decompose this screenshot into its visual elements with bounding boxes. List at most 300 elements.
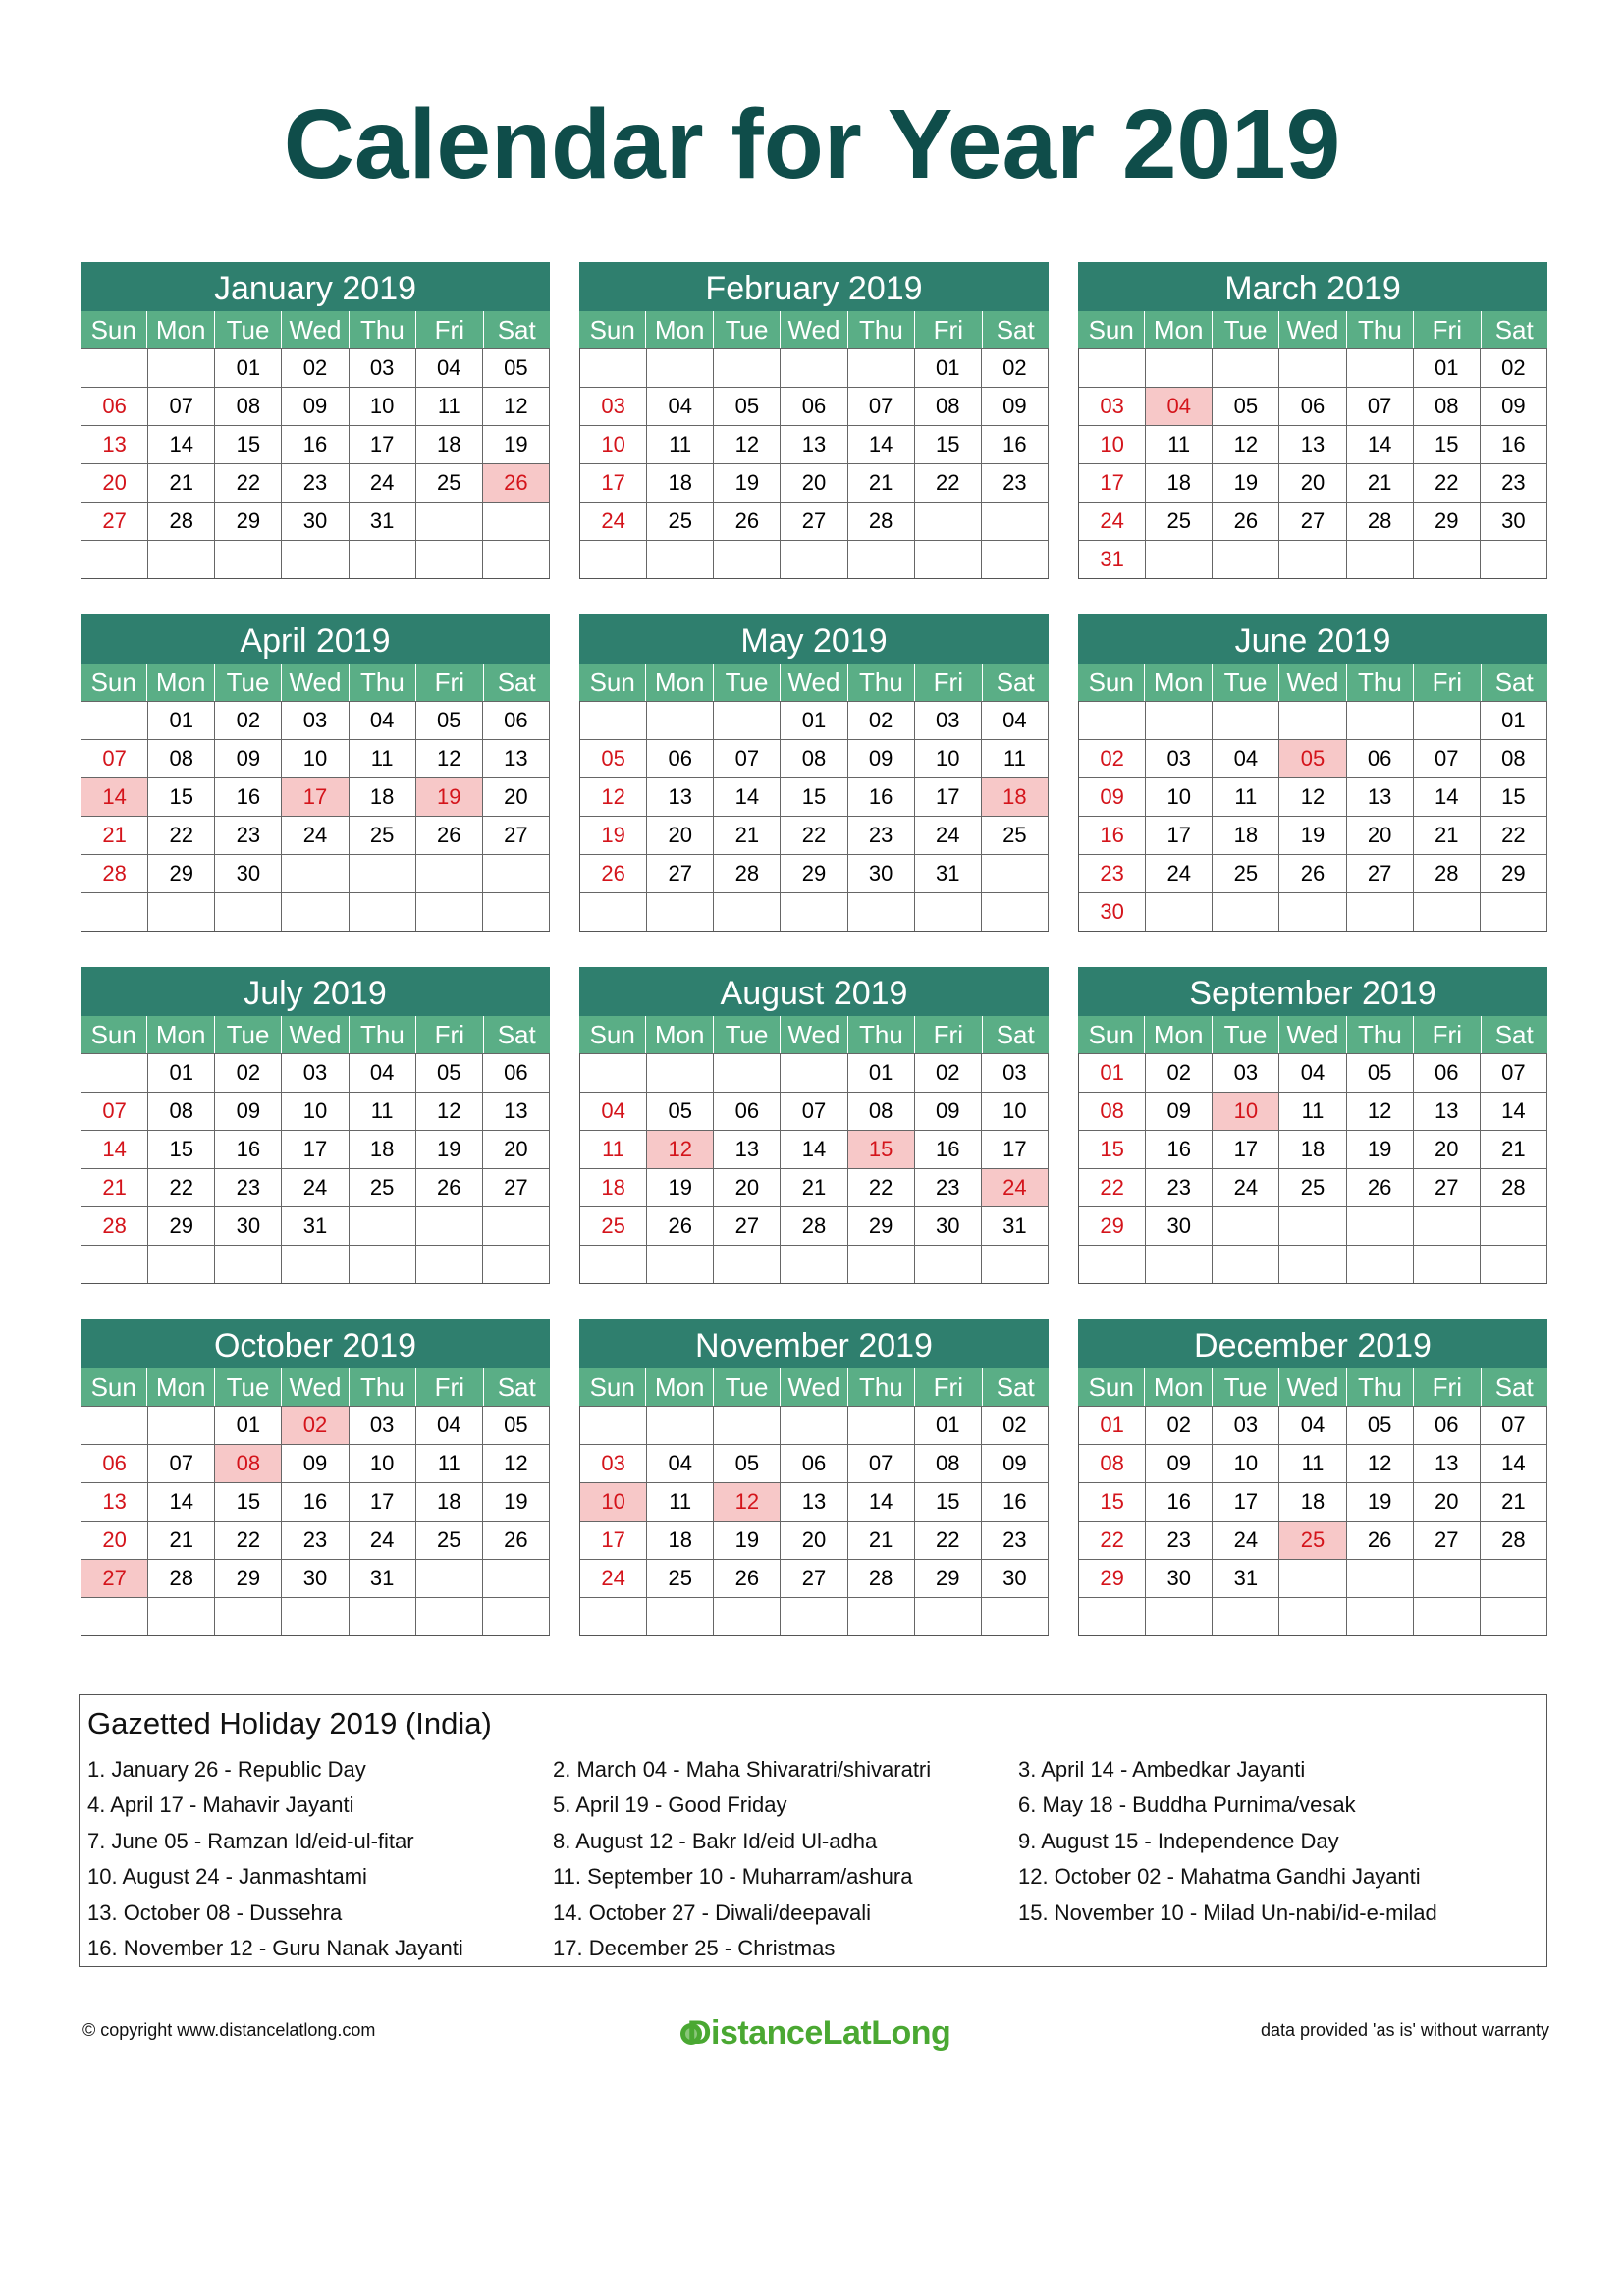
- day-cell[interactable]: 23: [915, 1169, 982, 1206]
- day-cell[interactable]: 20: [1279, 464, 1346, 502]
- day-cell[interactable]: [1347, 1560, 1414, 1597]
- day-cell[interactable]: [915, 503, 982, 540]
- day-cell[interactable]: 17: [915, 778, 982, 816]
- day-cell[interactable]: 17: [350, 426, 416, 463]
- day-cell[interactable]: 16: [282, 1483, 349, 1521]
- day-cell[interactable]: 13: [647, 778, 714, 816]
- day-cell[interactable]: 02: [215, 1054, 282, 1092]
- day-cell[interactable]: 02: [1146, 1054, 1213, 1092]
- day-cell[interactable]: 20: [714, 1169, 781, 1206]
- day-cell[interactable]: [982, 893, 1049, 931]
- day-cell[interactable]: 05: [1279, 740, 1346, 777]
- day-cell[interactable]: 07: [781, 1093, 847, 1130]
- day-cell[interactable]: [1079, 1246, 1146, 1283]
- day-cell[interactable]: 17: [1213, 1483, 1279, 1521]
- day-cell[interactable]: 31: [350, 1560, 416, 1597]
- day-cell[interactable]: 23: [1146, 1169, 1213, 1206]
- day-cell[interactable]: 28: [714, 855, 781, 892]
- day-cell[interactable]: 21: [714, 817, 781, 854]
- day-cell[interactable]: [81, 893, 148, 931]
- day-cell[interactable]: 08: [215, 388, 282, 425]
- day-cell[interactable]: 16: [1146, 1483, 1213, 1521]
- day-cell[interactable]: 24: [1146, 855, 1213, 892]
- day-cell[interactable]: 02: [982, 1407, 1049, 1444]
- day-cell[interactable]: 04: [647, 1445, 714, 1482]
- day-cell[interactable]: [148, 541, 215, 578]
- day-cell[interactable]: [483, 893, 550, 931]
- day-cell[interactable]: 18: [416, 426, 483, 463]
- day-cell[interactable]: 12: [1347, 1445, 1414, 1482]
- day-cell[interactable]: 14: [148, 426, 215, 463]
- day-cell[interactable]: 01: [1079, 1407, 1146, 1444]
- day-cell[interactable]: 27: [483, 817, 550, 854]
- day-cell[interactable]: 04: [350, 702, 416, 739]
- day-cell[interactable]: 28: [148, 503, 215, 540]
- day-cell[interactable]: 01: [215, 1407, 282, 1444]
- day-cell[interactable]: 24: [1079, 503, 1146, 540]
- day-cell[interactable]: 03: [1146, 740, 1213, 777]
- day-cell[interactable]: 31: [915, 855, 982, 892]
- day-cell[interactable]: 01: [148, 1054, 215, 1092]
- day-cell[interactable]: 12: [714, 426, 781, 463]
- day-cell[interactable]: 17: [580, 464, 647, 502]
- day-cell[interactable]: [580, 702, 647, 739]
- day-cell[interactable]: 28: [1347, 503, 1414, 540]
- day-cell[interactable]: 09: [1146, 1093, 1213, 1130]
- day-cell[interactable]: [416, 541, 483, 578]
- day-cell[interactable]: 24: [982, 1169, 1049, 1206]
- day-cell[interactable]: [647, 1054, 714, 1092]
- day-cell[interactable]: 05: [483, 349, 550, 387]
- day-cell[interactable]: 12: [416, 1093, 483, 1130]
- day-cell[interactable]: 25: [647, 503, 714, 540]
- day-cell[interactable]: [647, 1407, 714, 1444]
- day-cell[interactable]: 25: [647, 1560, 714, 1597]
- day-cell[interactable]: [580, 349, 647, 387]
- day-cell[interactable]: 23: [848, 817, 915, 854]
- day-cell[interactable]: [282, 1598, 349, 1635]
- day-cell[interactable]: 07: [81, 1093, 148, 1130]
- day-cell[interactable]: 17: [982, 1131, 1049, 1168]
- day-cell[interactable]: [1279, 541, 1346, 578]
- day-cell[interactable]: 06: [781, 388, 847, 425]
- day-cell[interactable]: 25: [350, 817, 416, 854]
- day-cell[interactable]: [1279, 349, 1346, 387]
- day-cell[interactable]: 08: [1481, 740, 1547, 777]
- day-cell[interactable]: 15: [1079, 1483, 1146, 1521]
- day-cell[interactable]: 15: [1079, 1131, 1146, 1168]
- day-cell[interactable]: [483, 1560, 550, 1597]
- day-cell[interactable]: 07: [1347, 388, 1414, 425]
- day-cell[interactable]: 30: [282, 503, 349, 540]
- day-cell[interactable]: 10: [915, 740, 982, 777]
- day-cell[interactable]: 13: [81, 426, 148, 463]
- day-cell[interactable]: 09: [282, 1445, 349, 1482]
- day-cell[interactable]: 10: [580, 426, 647, 463]
- day-cell[interactable]: 30: [848, 855, 915, 892]
- day-cell[interactable]: 03: [350, 1407, 416, 1444]
- day-cell[interactable]: 28: [81, 855, 148, 892]
- day-cell[interactable]: 23: [982, 464, 1049, 502]
- day-cell[interactable]: 21: [81, 1169, 148, 1206]
- day-cell[interactable]: 08: [848, 1093, 915, 1130]
- day-cell[interactable]: 20: [781, 1522, 847, 1559]
- day-cell[interactable]: [416, 893, 483, 931]
- day-cell[interactable]: 24: [580, 503, 647, 540]
- day-cell[interactable]: 19: [1279, 817, 1346, 854]
- day-cell[interactable]: 01: [1079, 1054, 1146, 1092]
- day-cell[interactable]: 08: [1414, 388, 1481, 425]
- day-cell[interactable]: [416, 1598, 483, 1635]
- day-cell[interactable]: 19: [1347, 1131, 1414, 1168]
- day-cell[interactable]: 03: [1079, 388, 1146, 425]
- day-cell[interactable]: 09: [282, 388, 349, 425]
- day-cell[interactable]: 03: [580, 1445, 647, 1482]
- day-cell[interactable]: 07: [1414, 740, 1481, 777]
- day-cell[interactable]: 03: [1213, 1054, 1279, 1092]
- day-cell[interactable]: 13: [1347, 778, 1414, 816]
- day-cell[interactable]: 25: [1279, 1169, 1346, 1206]
- day-cell[interactable]: [81, 1246, 148, 1283]
- day-cell[interactable]: 04: [350, 1054, 416, 1092]
- day-cell[interactable]: 07: [81, 740, 148, 777]
- day-cell[interactable]: 12: [580, 778, 647, 816]
- day-cell[interactable]: 28: [848, 1560, 915, 1597]
- day-cell[interactable]: [1279, 702, 1346, 739]
- day-cell[interactable]: 07: [1481, 1054, 1547, 1092]
- day-cell[interactable]: 05: [580, 740, 647, 777]
- day-cell[interactable]: [416, 855, 483, 892]
- day-cell[interactable]: 12: [1347, 1093, 1414, 1130]
- day-cell[interactable]: 08: [215, 1445, 282, 1482]
- day-cell[interactable]: 07: [848, 388, 915, 425]
- day-cell[interactable]: 06: [1347, 740, 1414, 777]
- day-cell[interactable]: [714, 1054, 781, 1092]
- day-cell[interactable]: [1414, 1207, 1481, 1245]
- day-cell[interactable]: [1146, 1598, 1213, 1635]
- day-cell[interactable]: [714, 893, 781, 931]
- day-cell[interactable]: 19: [483, 1483, 550, 1521]
- day-cell[interactable]: [81, 1598, 148, 1635]
- day-cell[interactable]: 29: [148, 855, 215, 892]
- day-cell[interactable]: [81, 349, 148, 387]
- day-cell[interactable]: 09: [982, 1445, 1049, 1482]
- day-cell[interactable]: 02: [1146, 1407, 1213, 1444]
- day-cell[interactable]: 02: [215, 702, 282, 739]
- day-cell[interactable]: 03: [982, 1054, 1049, 1092]
- day-cell[interactable]: [1481, 1598, 1547, 1635]
- day-cell[interactable]: 04: [1213, 740, 1279, 777]
- day-cell[interactable]: 26: [1279, 855, 1346, 892]
- day-cell[interactable]: [1347, 702, 1414, 739]
- day-cell[interactable]: 30: [1079, 893, 1146, 931]
- day-cell[interactable]: 12: [416, 740, 483, 777]
- day-cell[interactable]: 31: [282, 1207, 349, 1245]
- day-cell[interactable]: [714, 702, 781, 739]
- day-cell[interactable]: [647, 541, 714, 578]
- day-cell[interactable]: 27: [1279, 503, 1346, 540]
- day-cell[interactable]: 20: [81, 464, 148, 502]
- day-cell[interactable]: 24: [580, 1560, 647, 1597]
- day-cell[interactable]: 21: [148, 1522, 215, 1559]
- day-cell[interactable]: [282, 541, 349, 578]
- day-cell[interactable]: 23: [215, 817, 282, 854]
- day-cell[interactable]: 04: [1146, 388, 1213, 425]
- day-cell[interactable]: [647, 349, 714, 387]
- day-cell[interactable]: [714, 1407, 781, 1444]
- day-cell[interactable]: 06: [483, 1054, 550, 1092]
- day-cell[interactable]: 26: [1347, 1522, 1414, 1559]
- day-cell[interactable]: [982, 541, 1049, 578]
- day-cell[interactable]: 30: [1146, 1207, 1213, 1245]
- day-cell[interactable]: 14: [781, 1131, 847, 1168]
- day-cell[interactable]: 03: [1213, 1407, 1279, 1444]
- day-cell[interactable]: 10: [982, 1093, 1049, 1130]
- day-cell[interactable]: [81, 1054, 148, 1092]
- day-cell[interactable]: 15: [148, 778, 215, 816]
- day-cell[interactable]: 24: [282, 817, 349, 854]
- day-cell[interactable]: 10: [1146, 778, 1213, 816]
- day-cell[interactable]: [81, 1407, 148, 1444]
- day-cell[interactable]: 18: [416, 1483, 483, 1521]
- day-cell[interactable]: [1279, 1598, 1346, 1635]
- day-cell[interactable]: [647, 893, 714, 931]
- day-cell[interactable]: 02: [848, 702, 915, 739]
- day-cell[interactable]: 20: [1347, 817, 1414, 854]
- day-cell[interactable]: 26: [483, 464, 550, 502]
- day-cell[interactable]: 26: [647, 1207, 714, 1245]
- day-cell[interactable]: [1347, 1207, 1414, 1245]
- day-cell[interactable]: [416, 1207, 483, 1245]
- day-cell[interactable]: 23: [215, 1169, 282, 1206]
- day-cell[interactable]: [350, 1207, 416, 1245]
- day-cell[interactable]: [1213, 1246, 1279, 1283]
- day-cell[interactable]: 18: [647, 464, 714, 502]
- day-cell[interactable]: 04: [1279, 1407, 1346, 1444]
- day-cell[interactable]: 07: [148, 388, 215, 425]
- day-cell[interactable]: 16: [282, 426, 349, 463]
- day-cell[interactable]: [1481, 893, 1547, 931]
- day-cell[interactable]: 03: [915, 702, 982, 739]
- day-cell[interactable]: [416, 503, 483, 540]
- day-cell[interactable]: 02: [982, 349, 1049, 387]
- day-cell[interactable]: 15: [781, 778, 847, 816]
- day-cell[interactable]: [580, 541, 647, 578]
- day-cell[interactable]: 11: [647, 1483, 714, 1521]
- day-cell[interactable]: 05: [416, 1054, 483, 1092]
- day-cell[interactable]: 17: [350, 1483, 416, 1521]
- day-cell[interactable]: 23: [1146, 1522, 1213, 1559]
- day-cell[interactable]: 11: [647, 426, 714, 463]
- day-cell[interactable]: [580, 893, 647, 931]
- day-cell[interactable]: 22: [1079, 1522, 1146, 1559]
- day-cell[interactable]: 15: [915, 1483, 982, 1521]
- day-cell[interactable]: 29: [1079, 1560, 1146, 1597]
- day-cell[interactable]: 28: [1481, 1169, 1547, 1206]
- day-cell[interactable]: 14: [1347, 426, 1414, 463]
- day-cell[interactable]: [1213, 1598, 1279, 1635]
- day-cell[interactable]: 14: [714, 778, 781, 816]
- day-cell[interactable]: 22: [148, 817, 215, 854]
- day-cell[interactable]: 14: [1481, 1093, 1547, 1130]
- day-cell[interactable]: 31: [982, 1207, 1049, 1245]
- day-cell[interactable]: 20: [781, 464, 847, 502]
- day-cell[interactable]: [781, 1246, 847, 1283]
- day-cell[interactable]: 04: [416, 349, 483, 387]
- day-cell[interactable]: 26: [416, 1169, 483, 1206]
- day-cell[interactable]: 27: [781, 1560, 847, 1597]
- day-cell[interactable]: [781, 541, 847, 578]
- day-cell[interactable]: 13: [483, 1093, 550, 1130]
- day-cell[interactable]: 13: [1414, 1445, 1481, 1482]
- day-cell[interactable]: 29: [1481, 855, 1547, 892]
- day-cell[interactable]: 03: [580, 388, 647, 425]
- day-cell[interactable]: [781, 1598, 847, 1635]
- day-cell[interactable]: 30: [215, 1207, 282, 1245]
- day-cell[interactable]: 29: [215, 503, 282, 540]
- day-cell[interactable]: 03: [282, 1054, 349, 1092]
- day-cell[interactable]: 17: [282, 1131, 349, 1168]
- day-cell[interactable]: 04: [647, 388, 714, 425]
- day-cell[interactable]: [215, 1246, 282, 1283]
- day-cell[interactable]: 06: [1279, 388, 1346, 425]
- day-cell[interactable]: 22: [215, 464, 282, 502]
- day-cell[interactable]: 26: [1347, 1169, 1414, 1206]
- day-cell[interactable]: 16: [1481, 426, 1547, 463]
- day-cell[interactable]: [215, 1598, 282, 1635]
- day-cell[interactable]: [1414, 702, 1481, 739]
- day-cell[interactable]: [1279, 1207, 1346, 1245]
- day-cell[interactable]: 16: [1146, 1131, 1213, 1168]
- day-cell[interactable]: 30: [1146, 1560, 1213, 1597]
- day-cell[interactable]: [1146, 702, 1213, 739]
- day-cell[interactable]: [1481, 1246, 1547, 1283]
- day-cell[interactable]: 02: [1079, 740, 1146, 777]
- day-cell[interactable]: 25: [350, 1169, 416, 1206]
- day-cell[interactable]: 10: [1079, 426, 1146, 463]
- day-cell[interactable]: 10: [580, 1483, 647, 1521]
- day-cell[interactable]: 24: [350, 1522, 416, 1559]
- day-cell[interactable]: 29: [1079, 1207, 1146, 1245]
- day-cell[interactable]: 05: [483, 1407, 550, 1444]
- day-cell[interactable]: 06: [81, 1445, 148, 1482]
- day-cell[interactable]: 16: [848, 778, 915, 816]
- day-cell[interactable]: 09: [1481, 388, 1547, 425]
- day-cell[interactable]: 18: [350, 1131, 416, 1168]
- day-cell[interactable]: 10: [282, 740, 349, 777]
- day-cell[interactable]: 13: [1414, 1093, 1481, 1130]
- day-cell[interactable]: [1347, 541, 1414, 578]
- day-cell[interactable]: [350, 1598, 416, 1635]
- day-cell[interactable]: [1414, 893, 1481, 931]
- day-cell[interactable]: 10: [282, 1093, 349, 1130]
- day-cell[interactable]: 19: [416, 778, 483, 816]
- day-cell[interactable]: 23: [1481, 464, 1547, 502]
- day-cell[interactable]: 21: [781, 1169, 847, 1206]
- day-cell[interactable]: 06: [647, 740, 714, 777]
- day-cell[interactable]: 09: [848, 740, 915, 777]
- day-cell[interactable]: 26: [714, 503, 781, 540]
- day-cell[interactable]: [781, 1407, 847, 1444]
- day-cell[interactable]: 14: [848, 1483, 915, 1521]
- day-cell[interactable]: 16: [215, 778, 282, 816]
- day-cell[interactable]: 13: [781, 426, 847, 463]
- day-cell[interactable]: 11: [416, 1445, 483, 1482]
- day-cell[interactable]: 08: [781, 740, 847, 777]
- day-cell[interactable]: 22: [215, 1522, 282, 1559]
- day-cell[interactable]: 20: [81, 1522, 148, 1559]
- day-cell[interactable]: 30: [1481, 503, 1547, 540]
- day-cell[interactable]: 20: [483, 1131, 550, 1168]
- day-cell[interactable]: 17: [282, 778, 349, 816]
- day-cell[interactable]: [215, 541, 282, 578]
- day-cell[interactable]: 19: [1213, 464, 1279, 502]
- day-cell[interactable]: 13: [1279, 426, 1346, 463]
- day-cell[interactable]: 19: [714, 1522, 781, 1559]
- day-cell[interactable]: 30: [215, 855, 282, 892]
- day-cell[interactable]: 27: [1414, 1169, 1481, 1206]
- day-cell[interactable]: 11: [416, 388, 483, 425]
- day-cell[interactable]: 18: [350, 778, 416, 816]
- day-cell[interactable]: 25: [580, 1207, 647, 1245]
- day-cell[interactable]: [647, 1598, 714, 1635]
- day-cell[interactable]: 26: [1213, 503, 1279, 540]
- day-cell[interactable]: 17: [580, 1522, 647, 1559]
- day-cell[interactable]: [483, 855, 550, 892]
- day-cell[interactable]: 11: [580, 1131, 647, 1168]
- day-cell[interactable]: 09: [215, 740, 282, 777]
- day-cell[interactable]: 17: [1146, 817, 1213, 854]
- day-cell[interactable]: 26: [483, 1522, 550, 1559]
- day-cell[interactable]: 18: [1146, 464, 1213, 502]
- day-cell[interactable]: 30: [915, 1207, 982, 1245]
- day-cell[interactable]: 11: [1279, 1093, 1346, 1130]
- day-cell[interactable]: 09: [215, 1093, 282, 1130]
- day-cell[interactable]: [848, 541, 915, 578]
- day-cell[interactable]: 08: [915, 388, 982, 425]
- day-cell[interactable]: 12: [483, 388, 550, 425]
- day-cell[interactable]: 22: [915, 1522, 982, 1559]
- day-cell[interactable]: 28: [1414, 855, 1481, 892]
- day-cell[interactable]: 01: [1414, 349, 1481, 387]
- day-cell[interactable]: [714, 1598, 781, 1635]
- day-cell[interactable]: 27: [781, 503, 847, 540]
- day-cell[interactable]: 11: [1279, 1445, 1346, 1482]
- day-cell[interactable]: 07: [714, 740, 781, 777]
- day-cell[interactable]: 29: [848, 1207, 915, 1245]
- day-cell[interactable]: 17: [1079, 464, 1146, 502]
- day-cell[interactable]: [781, 1054, 847, 1092]
- day-cell[interactable]: 06: [781, 1445, 847, 1482]
- day-cell[interactable]: [915, 1598, 982, 1635]
- day-cell[interactable]: 10: [350, 388, 416, 425]
- day-cell[interactable]: 22: [915, 464, 982, 502]
- day-cell[interactable]: [1079, 349, 1146, 387]
- day-cell[interactable]: 18: [982, 778, 1049, 816]
- day-cell[interactable]: 05: [714, 1445, 781, 1482]
- day-cell[interactable]: [1347, 349, 1414, 387]
- day-cell[interactable]: 30: [282, 1560, 349, 1597]
- day-cell[interactable]: [1414, 1560, 1481, 1597]
- day-cell[interactable]: 15: [1481, 778, 1547, 816]
- day-cell[interactable]: [580, 1246, 647, 1283]
- day-cell[interactable]: 11: [350, 1093, 416, 1130]
- day-cell[interactable]: 21: [848, 464, 915, 502]
- day-cell[interactable]: 05: [1347, 1407, 1414, 1444]
- day-cell[interactable]: [1213, 1207, 1279, 1245]
- day-cell[interactable]: 03: [282, 702, 349, 739]
- day-cell[interactable]: [215, 893, 282, 931]
